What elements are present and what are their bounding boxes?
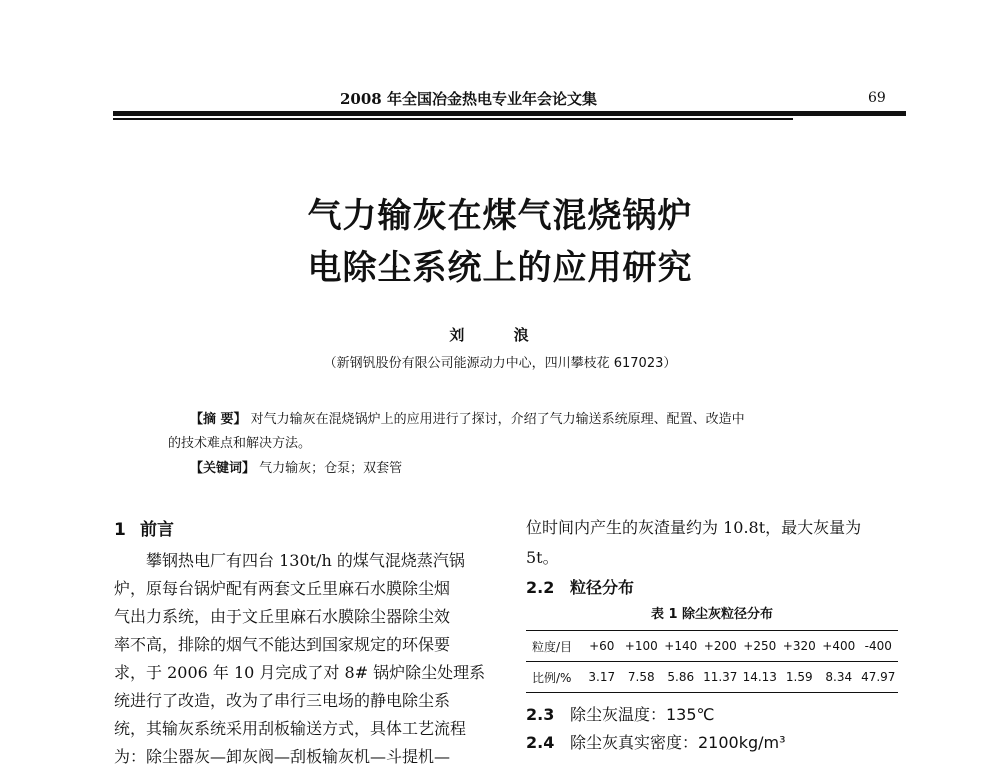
table-row [526,661,898,692]
left-body-line-4: 率不高，排除的烟气不能达到国家规定的环保要 [114,635,451,654]
section-1-number: 1 [114,520,126,540]
abstract-label: 【摘 要】 [190,412,247,427]
paper-title-line-2: 电除尘系统上的应用研究 [307,248,693,288]
left-body-line-7: 统，其输灰系统采用刮板输送方式，具体工艺流程 [114,719,467,738]
section-1-heading [114,515,174,540]
left-body-line-8: 为：除尘器灰—卸灰阀—刮板输灰机—斗提机— [114,747,451,766]
table-cell: 比例/% [532,670,572,685]
keywords-label: 【关键词】 [190,461,256,476]
left-body-line-6: 统进行了改造，改为了串行三电场的静电除尘系 [114,691,451,710]
left-body-line-1: 攀钢热电厂有四台 130t/h 的煤气混烧蒸汽锅 [146,551,465,570]
table-header-cell: +140 [664,639,698,653]
section-2-3-text: 除尘灰温度：135℃ [570,705,715,724]
section-2-3-number: 2.3 [526,705,555,724]
table-cell: 7.58 [627,670,655,684]
left-body-line-5: 求，于 2006 年 10 月完成了对 8# 锅炉除尘处理系 [114,663,486,682]
particle-size-table [526,630,898,693]
section-2-3 [526,702,715,725]
table-cell: 5.86 [667,670,695,684]
table-cell: 1.59 [785,670,813,684]
section-2-2-number: 2.2 [526,578,555,597]
table-caption: 表 1 除尘灰粒径分布 [650,607,774,622]
table-cell: 47.97 [861,670,896,684]
author-name: 刘 浪 [449,326,551,344]
section-2-4-number: 2.4 [526,733,555,752]
keywords-text: 气力输灰；仓泵；双套管 [259,461,403,476]
keywords [190,457,402,476]
left-body-line-2: 炉，原每台锅炉配有两套文丘里麻石水膜除尘烟 [114,579,451,598]
table-header-row [526,631,898,661]
table-header-cell: +200 [703,639,737,653]
header-rule-thin [113,118,793,120]
paper-title-line-1: 气力输灰在煤气混烧锅炉 [307,196,693,236]
section-2-2-title: 粒径分布 [570,578,635,597]
section-2-4-text: 除尘灰真实密度：2100kg/m³ [570,733,786,752]
page-number: 69 [868,90,886,106]
right-body-line-1: 位时间内产生的灰渣量约为 10.8t，最大灰量为 [526,518,862,537]
table-cell: 14.13 [742,670,777,684]
section-2-4 [526,730,786,753]
table-header-cell: 粒度/目 [532,639,573,654]
author [0,324,1000,345]
table-cell: 11.37 [703,670,738,684]
left-body-line-3: 气出力系统，由于文丘里麻石水膜除尘器除尘效 [114,607,451,626]
abstract-text-1: 对气力输灰在混烧锅炉上的应用进行了探讨，介绍了气力输送系统原理、配置、改造中 [250,412,745,427]
section-1-title: 前言 [140,520,174,540]
affiliation: （新钢钒股份有限公司能源动力中心，四川攀枝花 617023） [323,356,677,371]
running-header: 2008 年全国冶金热电专业年会论文集 [340,90,597,108]
table-header-cell: +400 [822,639,856,653]
abstract-line-2: 的技术难点和解决方法。 [168,436,312,451]
table-header-cell: -400 [864,639,892,653]
abstract-line-1 [190,408,745,427]
section-2-2-heading [526,575,634,598]
right-body-line-2: 5t。 [526,548,559,567]
table-header-cell: +100 [624,639,658,653]
header-rule-thick [113,111,906,116]
table-cell: 3.17 [588,670,616,684]
table-header-cell: +250 [743,639,777,653]
table-header-cell: +320 [782,639,816,653]
table-header-cell: +60 [589,639,615,653]
table-cell: 8.34 [825,670,853,684]
